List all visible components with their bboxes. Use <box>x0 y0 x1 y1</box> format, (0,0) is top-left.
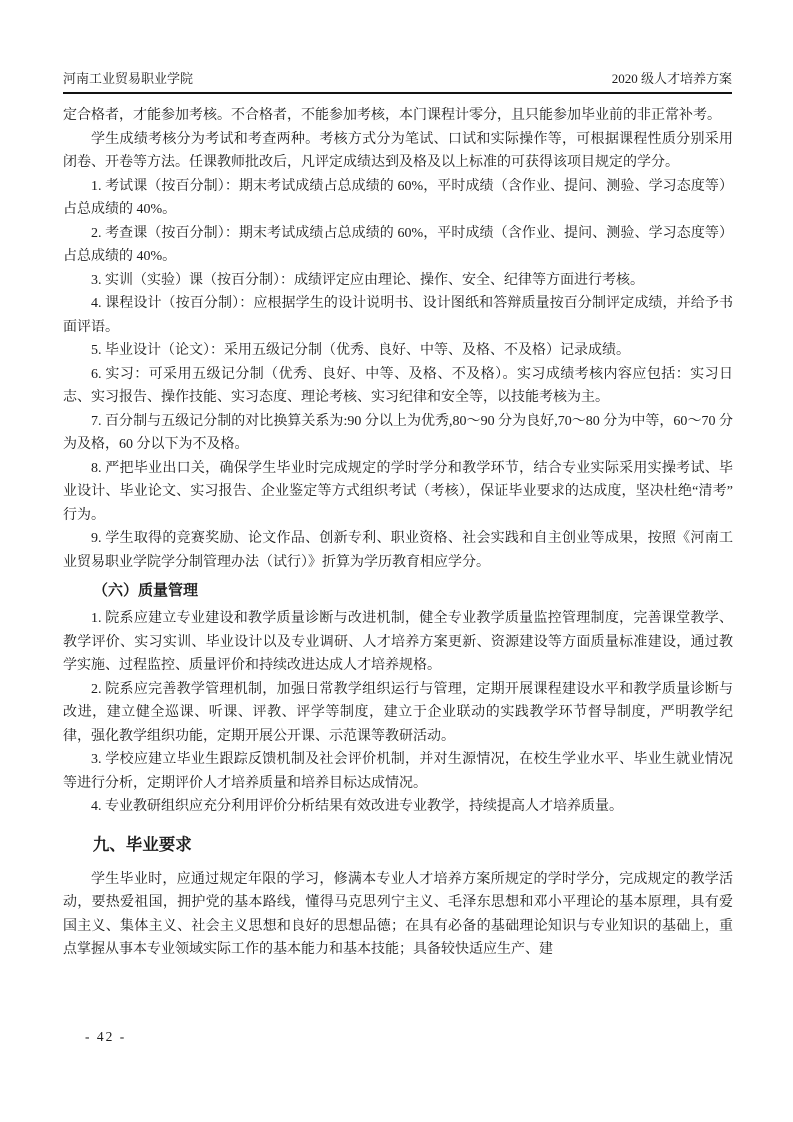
list-item-1-exam-course: 1. 考试课（按百分制）：期末考试成绩占总成绩的 60%，平时成绩（含作业、提问、测验、学习态度等）占总成绩的 40%。 <box>63 178 733 217</box>
quality-item-3: 3. 学校应建立毕业生跟踪反馈机制及社会评价机制，并对生源情况，在校生学业水平、毕业生就业情况等进行分析，定期评价人才培养质量和培养目标达成情况。 <box>63 752 733 791</box>
paragraph-assessment-types: 学生成绩考核分为考试和考查两种。考核方式分为笔试、口试和实际操作等，可根据课程性质分别采用闭卷、开卷等方法。任课教师批改后，凡评定成绩达到及格及以上标准的可获得该项目规定的学分。 <box>63 131 733 170</box>
section-heading-quality-management: （六）质量管理 <box>93 583 199 599</box>
list-item-7-score-conversion: 7. 百分制与五级记分制的对比换算关系为:90 分以上为优秀,80～90 分为良好,70～80 分为中等，60～70 分为及格，60 分以下为不及格。 <box>63 413 733 452</box>
quality-item-2: 2. 院系应完善教学管理机制，加强日常教学组织运行与管理，定期开展课程建设水平和教学质量诊断与改进，建立健全巡课、听课、评教、评学等制度，建立于企业联动的实践教学环节督导制度，严明教学纪律，强化教学组织功能，定期开展公开课、示范课等教研活动。 <box>63 681 733 744</box>
list-item-5-graduation-design: 5. 毕业设计（论文）：采用五级记分制（优秀、良好、中等、及格、不及格）记录成绩。 <box>91 343 630 358</box>
page-number: - 42 - <box>85 1029 127 1044</box>
list-item-4-course-design: 4. 课程设计（按百分制）：应根据学生的设计说明书、设计图纸和答辩质量按百分制评定成绩，并给予书面评语。 <box>63 296 733 335</box>
quality-item-1: 1. 院系应建立专业建设和教学质量诊断与改进机制，健全专业教学质量监控管理制度，完善课堂教学、教学评价、实习实训、毕业设计以及专业调研、人才培养方案更新、资源建设等方面质量标准建设，通过教学实施、过程监控、质量评价和持续改进达成人才培养规格。 <box>63 611 733 673</box>
header-plan-title: 2020 级人才培养方案 <box>611 71 732 86</box>
page-header <box>63 70 732 94</box>
list-item-9-achievement-credits: 9. 学生取得的竞赛奖励、论文作品、创新专利、职业资格、社会实践和自主创业等成果，按照《河南工业贸易职业学院学分制管理办法（试行）》折算为学历教育相应学分。 <box>63 531 733 570</box>
quality-item-4: 4. 专业教研组织应充分利用评价分析结果有效改进专业教学，持续提高人才培养质量。 <box>91 799 623 814</box>
list-item-6-internship: 6. 实习：可采用五级记分制（优秀、良好、中等、及格、不及格）。实习成绩考核内容应包括：实习日志、实习报告、操作技能、实习态度、理论考核、实习纪律和安全等，以技能考核为主。 <box>63 366 733 405</box>
header-school-name: 河南工业贸易职业学院 <box>63 71 194 86</box>
list-item-2-check-course: 2. 考查课（按百分制）：期末考试成绩占总成绩的 60%，平时成绩（含作业、提问、测验、学习态度等）占总成绩的 40%。 <box>63 225 733 264</box>
paragraph-continuation: 定合格者，才能参加考核。不合格者，不能参加考核，本门课程计零分，且只能参加毕业前的非正常补考。 <box>63 108 721 123</box>
document-body <box>63 104 733 962</box>
list-item-3-practical-course: 3. 实训（实验）课（按百分制）：成绩评定应由理论、操作、安全、纪律等方面进行考核。 <box>91 272 644 288</box>
list-item-8-graduation-gate: 8. 严把毕业出口关，确保学生毕业时完成规定的学时学分和教学环节，结合专业实际采用实操考试、毕业设计、毕业论文、实习报告、企业鉴定等方式组织考试（考核），保证毕业要求的达成度，坚决杜绝“清考”行为。 <box>63 460 733 523</box>
paragraph-graduation-requirements: 学生毕业时，应通过规定年限的学习，修满本专业人才培养方案所规定的学时学分，完成规定的教学活动，要热爱祖国，拥护党的基本路线，懂得马克思列宁主义、毛泽东思想和邓小平理论的基本原理，具有爱国主义、集体主义、社会主义思想和良好的思想品德；在具有必备的基础理论知识与专业知识的基础上，重点掌握从事本专业领域实际工作的基本能力和基本技能；具备较快适应生产、建 <box>63 871 733 957</box>
chapter-heading-graduation-requirements: 九、毕业要求 <box>92 834 192 854</box>
